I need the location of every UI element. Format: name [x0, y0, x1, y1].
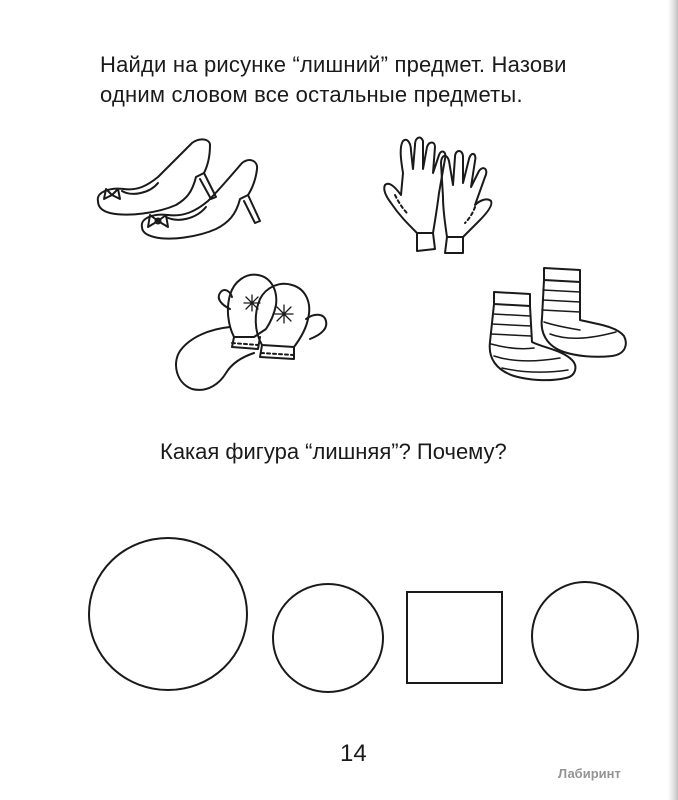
- page-edge-shadow: [668, 0, 678, 800]
- mittens-icon: [170, 265, 340, 397]
- watermark-text: Лабиринт: [558, 766, 621, 781]
- task-1-line-2: одним словом все остальные предметы.: [100, 82, 523, 107]
- gloves-icon: [377, 133, 497, 255]
- page-number: 14: [340, 740, 367, 767]
- shape-square: [405, 590, 505, 686]
- socks-icon: [476, 262, 636, 394]
- shape-circle-medium: [271, 582, 385, 694]
- shoes-icon: [92, 135, 262, 247]
- shape-circle-small: [530, 580, 640, 692]
- shape-circle-large: [86, 535, 250, 693]
- task-1-line-1: Найди на рисунке “лишний” предмет. Назови: [100, 52, 567, 77]
- task-2-question: Какая фигура “лишняя”? Почему?: [160, 439, 507, 464]
- task-1-instruction: [100, 50, 660, 110]
